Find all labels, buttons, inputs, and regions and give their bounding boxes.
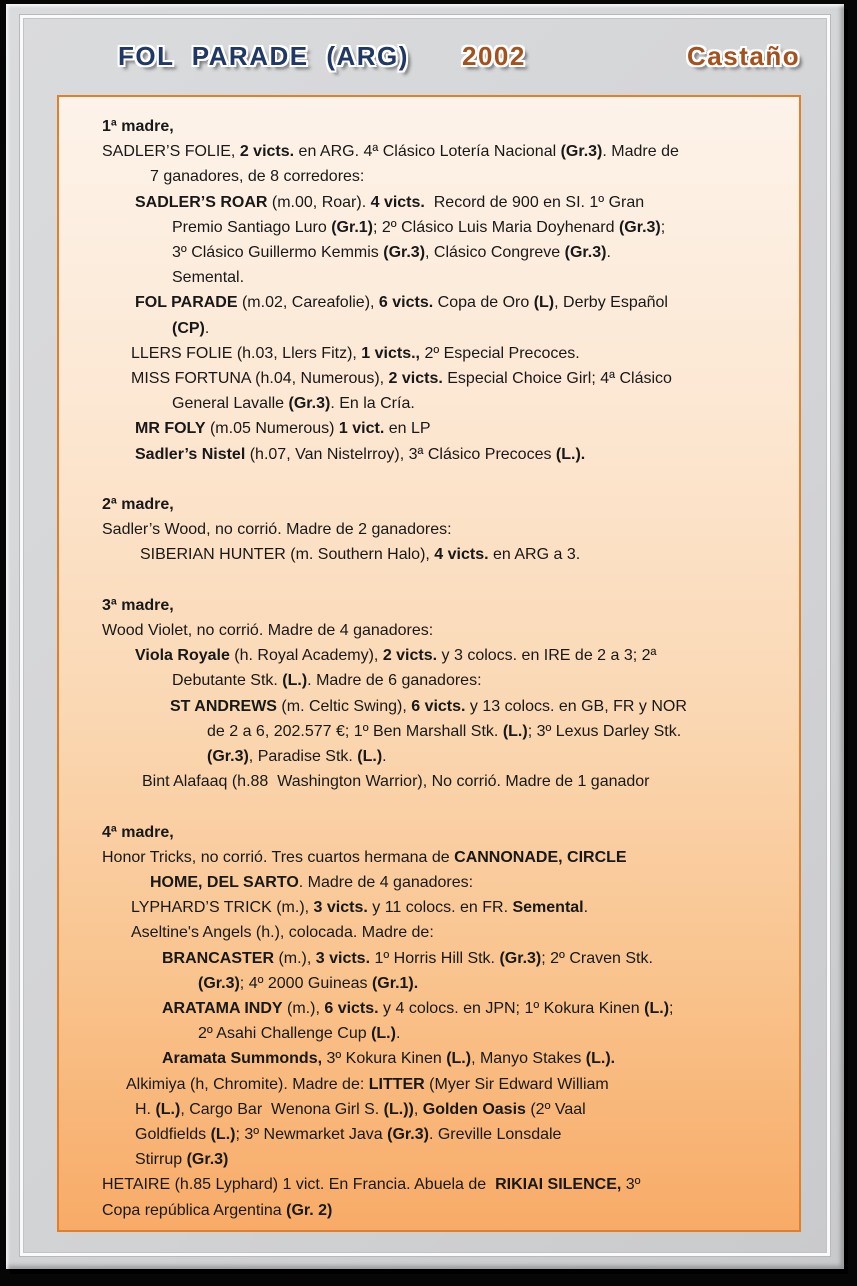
doc-text: 3º Clásico Guillermo Kemmis xyxy=(172,244,384,262)
doc-text-bold: (L.) xyxy=(446,1050,472,1068)
doc-text-bold: BRANCASTER xyxy=(162,949,274,967)
doc-text: (h. Royal Academy), xyxy=(229,647,383,665)
doc-text-bold: (L) xyxy=(533,294,555,312)
doc-line xyxy=(102,114,765,139)
doc-text: Stirrup xyxy=(135,1151,187,1169)
doc-line xyxy=(102,139,765,164)
doc-line xyxy=(102,996,765,1021)
doc-text: Wood Violet, no corrió. Madre de 4 ganadores: xyxy=(102,622,434,640)
doc-text: . xyxy=(395,1025,401,1043)
doc-text-bold: 2ª madre, xyxy=(102,496,174,514)
doc-text: Debutante Stk. xyxy=(172,672,283,690)
doc-text: (Myer Sir Edward William xyxy=(424,1075,609,1093)
pedigree-sheet xyxy=(57,95,801,1232)
doc-text-bold: (L.)) xyxy=(383,1100,414,1118)
doc-text-bold: ST ANDREWS xyxy=(170,697,277,715)
doc-text-bold: SADLER’S ROAR xyxy=(135,193,268,211)
doc-line xyxy=(102,870,765,895)
doc-text-bold: CANNONADE, CIRCLE xyxy=(454,848,627,866)
doc-text: Especial Choice Girl; 4ª Clásico xyxy=(442,370,672,388)
doc-text-bold: 6 victs. xyxy=(378,294,434,312)
doc-text: 2º Especial Precoces. xyxy=(420,344,580,362)
doc-text: Copa república Argentina xyxy=(102,1201,287,1219)
doc-text-bold: 2 victs. xyxy=(382,647,438,665)
doc-text-bold: 1ª madre, xyxy=(102,118,174,135)
doc-text-bold: 4ª madre, xyxy=(102,823,174,841)
doc-line xyxy=(102,920,765,945)
doc-text-bold: (L.) xyxy=(210,1126,236,1144)
doc-text-bold: 2 victs. xyxy=(239,143,295,161)
doc-text-bold: (Gr. 2) xyxy=(286,1201,333,1219)
doc-line xyxy=(102,517,765,542)
doc-line xyxy=(102,820,765,845)
doc-text-bold: (L.) xyxy=(282,672,308,690)
doc-line xyxy=(102,1122,765,1147)
doc-line xyxy=(102,215,765,240)
doc-text-bold: 1 vict. xyxy=(338,420,385,438)
doc-text-bold: 4 victs. xyxy=(434,546,489,564)
doc-text: H. xyxy=(135,1100,156,1118)
doc-text-bold: (Gr.3) xyxy=(186,1151,229,1169)
doc-line xyxy=(102,946,765,971)
doc-text: Honor Tricks, no corrió. Tres cuartos hermana de xyxy=(102,848,455,866)
doc-text: Semental. xyxy=(172,269,245,287)
doc-text: 3º Kokura Kinen xyxy=(322,1050,447,1068)
doc-text: . xyxy=(204,319,210,337)
doc-text-bold: 6 victs. xyxy=(411,697,466,715)
doc-text: (m.), xyxy=(274,949,316,967)
doc-text-bold: Aramata Summonds, xyxy=(162,1050,323,1068)
doc-line xyxy=(102,164,765,189)
doc-line xyxy=(102,845,765,870)
doc-line xyxy=(102,542,765,567)
doc-text: Sadler’s Wood, no corrió. Madre de 2 ganadores: xyxy=(102,521,452,539)
doc-line xyxy=(102,1097,765,1122)
doc-text: (m.05 Numerous) xyxy=(205,420,339,438)
doc-text: . Greville Lonsdale xyxy=(428,1126,562,1144)
doc-text: Goldfields xyxy=(135,1126,211,1144)
doc-text: SIBERIAN HUNTER (m. Southern Halo), xyxy=(140,546,435,564)
doc-text-bold: (Gr.3) xyxy=(560,143,603,161)
doc-text: (m.02, Careafolie), xyxy=(237,294,379,312)
doc-line xyxy=(102,618,765,643)
doc-line xyxy=(102,1198,765,1223)
doc-blank-line xyxy=(102,568,765,593)
doc-text-bold: (L.) xyxy=(155,1100,181,1118)
doc-text-bold: (Gr.3) xyxy=(564,244,607,262)
doc-blank-line xyxy=(102,794,765,819)
doc-text: y 3 colocs. en IRE de 2 a 3; 2ª xyxy=(437,647,657,665)
doc-line xyxy=(102,442,765,467)
doc-text: (m.), xyxy=(282,1000,325,1018)
doc-line xyxy=(102,1046,765,1071)
doc-text: LYPHARD’S TRICK (m.), xyxy=(131,899,314,917)
doc-text-bold: (L.) xyxy=(371,1025,396,1043)
doc-text: MISS FORTUNA (h.04, Numerous), xyxy=(131,370,389,388)
doc-text: 1º Horris Hill Stk. xyxy=(370,949,500,967)
doc-text-bold: Golden Oasis xyxy=(422,1100,526,1118)
doc-text: ; 2º Clásico Luis Maria Doyhenard xyxy=(373,218,619,236)
doc-text: General Lavalle xyxy=(172,395,289,413)
doc-text-bold: Sadler’s Nistel xyxy=(135,445,246,463)
doc-text: Bint Alafaaq (h.88 Washington Warrior), No corrió. Madre de 1 ganador xyxy=(142,773,650,791)
doc-line xyxy=(102,492,765,517)
doc-text: en ARG a 3. xyxy=(488,546,581,564)
doc-text: . Madre de 4 ganadores: xyxy=(298,874,474,892)
doc-text-bold: (CP) xyxy=(172,319,205,337)
doc-text-bold: (Gr.3) xyxy=(499,949,542,967)
doc-text: ; 3º Lexus Darley Stk. xyxy=(527,722,682,740)
doc-text: ; 4º 2000 Guineas xyxy=(239,974,372,992)
doc-line xyxy=(102,416,765,441)
doc-text: SADLER’S FOLIE, xyxy=(102,143,240,161)
doc-line xyxy=(102,744,765,769)
doc-line xyxy=(102,190,765,215)
doc-text: (m.00, Roar). xyxy=(267,193,371,211)
doc-text-bold: (Gr.3) xyxy=(198,974,240,992)
doc-text-bold: (L.). xyxy=(585,1050,616,1068)
doc-text: ; 2º Craven Stk. xyxy=(541,949,653,967)
doc-line xyxy=(102,1021,765,1046)
doc-line xyxy=(102,316,765,341)
doc-blank-line xyxy=(102,467,765,492)
doc-text: , Cargo Bar Wenona Girl S. xyxy=(180,1100,384,1118)
doc-text-bold: (L.) xyxy=(644,1000,670,1018)
doc-line xyxy=(102,341,765,366)
doc-text: HETAIRE (h.85 Lyphard) 1 vict. En Francia. Abuela de xyxy=(102,1176,496,1194)
doc-text-bold: (Gr.3) xyxy=(288,395,331,413)
pedigree-text xyxy=(59,97,799,1223)
doc-line xyxy=(102,1072,765,1097)
doc-text: Copa de Oro xyxy=(433,294,534,312)
doc-text-bold: (Gr.3) xyxy=(387,1126,429,1144)
doc-text-bold: (Gr.3) xyxy=(207,748,249,766)
doc-text-bold: (L.) xyxy=(357,748,383,766)
doc-text-bold: 4 victs. xyxy=(370,193,425,211)
doc-text: y 4 colocs. en JPN; 1º Kokura Kinen xyxy=(378,1000,645,1018)
doc-text: y 13 colocs. en GB, FR y NOR xyxy=(465,697,687,715)
doc-text: . xyxy=(606,244,611,262)
doc-text-bold: (Gr.1) xyxy=(331,218,373,236)
doc-text-bold: (L.). xyxy=(555,445,586,463)
doc-line xyxy=(102,290,765,315)
doc-text: , xyxy=(413,1100,423,1118)
doc-text: . Madre de 6 ganadores: xyxy=(307,672,482,690)
doc-text: 7 ganadores, de 8 corredores: xyxy=(150,168,365,186)
doc-text: de 2 a 6, 202.577 €; 1º Ben Marshall Stk. xyxy=(207,722,503,740)
doc-line xyxy=(102,366,765,391)
doc-text: . Madre de xyxy=(602,143,679,161)
doc-text-bold: HOME, DEL SARTO xyxy=(150,874,299,892)
doc-text: , Clásico Congreve xyxy=(425,244,565,262)
doc-text: Record de 900 en SI. 1º Gran xyxy=(424,193,645,211)
doc-text: ; xyxy=(660,218,666,236)
doc-line xyxy=(102,643,765,668)
doc-text: (2º Vaal xyxy=(525,1100,586,1118)
doc-line xyxy=(102,593,765,618)
doc-text: y 11 colocs. en FR. xyxy=(367,899,513,917)
doc-text: . En la Cría. xyxy=(330,395,415,413)
doc-text-bold: LITTER xyxy=(368,1075,425,1093)
doc-text: Premio Santiago Luro xyxy=(172,218,332,236)
doc-line xyxy=(102,971,765,996)
doc-text-bold: 2 victs. xyxy=(388,370,443,388)
doc-text: Aseltine's Angels (h.), colocada. Madre de: xyxy=(131,924,434,942)
doc-line xyxy=(102,265,765,290)
doc-text: , Paradise Stk. xyxy=(248,748,358,766)
doc-text: . xyxy=(583,899,589,917)
doc-text-bold: Viola Royale xyxy=(135,647,230,665)
doc-line xyxy=(102,1147,765,1172)
doc-text: en LP xyxy=(384,420,431,438)
doc-line xyxy=(102,668,765,693)
doc-text: , Derby Español xyxy=(554,294,668,312)
doc-line xyxy=(102,1172,765,1197)
doc-line xyxy=(102,694,765,719)
doc-text-bold: 3 victs. xyxy=(315,949,371,967)
header xyxy=(0,0,857,95)
doc-text: Alkimiya (h, Chromite). Madre de: xyxy=(126,1075,369,1093)
doc-text: 2º Asahi Challenge Cup xyxy=(198,1025,372,1043)
doc-text-bold: (Gr.3) xyxy=(618,218,661,236)
doc-text-bold: 6 victs. xyxy=(324,1000,379,1018)
doc-text-bold: 1 victs., xyxy=(361,344,420,362)
doc-text: . xyxy=(382,748,387,766)
doc-text-bold: 3ª madre, xyxy=(102,596,174,614)
doc-text-bold: (Gr.3) xyxy=(383,244,426,262)
doc-text: en ARG. 4ª Clásico Lotería Nacional xyxy=(294,143,561,161)
doc-line xyxy=(102,391,765,416)
doc-text: ; 3º Newmarket Java xyxy=(235,1126,388,1144)
horse-name-title: FOL PARADE (ARG) xyxy=(118,41,409,71)
doc-text-bold: MR FOLY xyxy=(135,420,206,438)
doc-text-bold: FOL PARADE xyxy=(135,294,238,312)
doc-text-bold: RIKIAI SILENCE, xyxy=(495,1176,622,1194)
doc-line xyxy=(102,240,765,265)
doc-text: LLERS FOLIE (h.03, Llers Fitz), xyxy=(131,344,362,362)
doc-line xyxy=(102,895,765,920)
doc-line xyxy=(102,719,765,744)
doc-line xyxy=(102,769,765,794)
doc-text-bold: (L.) xyxy=(502,722,528,740)
doc-text: (h.07, Van Nistelrroy), 3ª Clásico Precoces xyxy=(245,445,556,463)
doc-text: , Manyo Stakes xyxy=(471,1050,586,1068)
coat-color: Castaño xyxy=(687,41,801,71)
doc-text: ; xyxy=(669,1000,674,1018)
doc-text: 3º xyxy=(621,1176,641,1194)
doc-text-bold: Semental xyxy=(512,899,584,917)
doc-text: (m. Celtic Swing), xyxy=(276,697,412,715)
doc-text-bold: ARATAMA INDY xyxy=(162,1000,283,1018)
doc-text-bold: 3 victs. xyxy=(313,899,368,917)
doc-text-bold: (Gr.1). xyxy=(371,974,419,992)
foal-year: 2002 xyxy=(462,41,526,71)
